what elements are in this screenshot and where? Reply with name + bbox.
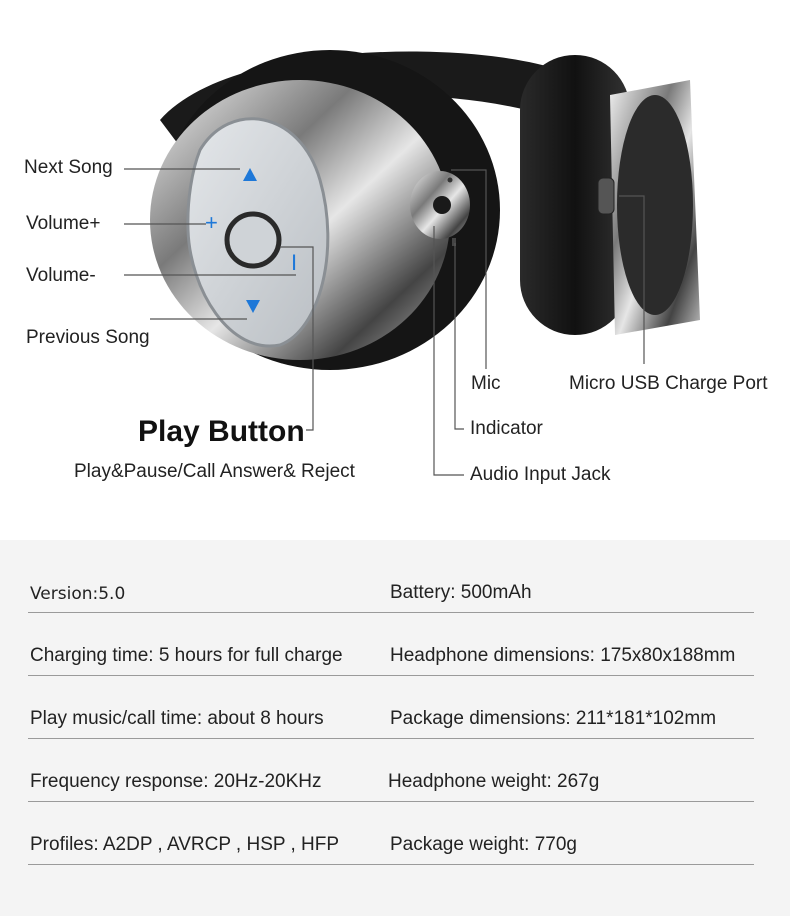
audio-jack-icon	[433, 196, 451, 214]
label-micro-usb: Micro USB Charge Port	[569, 373, 768, 394]
spec-version: Version:5.0	[30, 584, 126, 604]
mic-hole-icon	[448, 178, 453, 183]
spec-table	[0, 540, 790, 916]
spec-row	[28, 676, 754, 739]
spec-row	[28, 550, 754, 613]
spec-row	[28, 802, 754, 865]
spec-play-time: Play music/call time: about 8 hours	[30, 708, 324, 729]
usb-port	[598, 178, 614, 214]
spec-headphone-weight: Headphone weight: 267g	[388, 771, 600, 792]
label-volume-plus: Volume+	[26, 213, 101, 234]
label-audio-input: Audio Input Jack	[470, 464, 611, 485]
spec-package-dimensions: Package dimensions: 211*181*102mm	[390, 708, 717, 729]
spec-package-weight: Package weight: 770g	[390, 834, 577, 855]
label-next-song: Next Song	[24, 157, 113, 178]
volume-plus-glyph: +	[205, 210, 218, 235]
label-indicator: Indicator	[470, 418, 543, 439]
label-volume-minus: Volume-	[26, 265, 96, 286]
play-button-ring	[227, 214, 279, 266]
label-mic: Mic	[471, 373, 501, 394]
spec-headphone-dimensions: Headphone dimensions: 175x80x188mm	[390, 645, 736, 666]
spec-charging-time: Charging time: 5 hours for full charge	[30, 645, 343, 666]
label-previous-song: Previous Song	[26, 327, 150, 348]
spec-battery: Battery: 500mAh	[390, 582, 532, 603]
spec-row	[28, 739, 754, 802]
spec-row	[28, 613, 754, 676]
play-button-subtitle: Play&Pause/Call Answer& Reject	[74, 461, 355, 482]
play-button-title: Play Button	[138, 415, 305, 448]
spec-profiles: Profiles: A2DP , AVRCP , HSP , HFP	[30, 834, 340, 855]
spec-frequency-response: Frequency response: 20Hz-20KHz	[30, 771, 322, 792]
volume-minus-glyph: I	[291, 250, 298, 275]
